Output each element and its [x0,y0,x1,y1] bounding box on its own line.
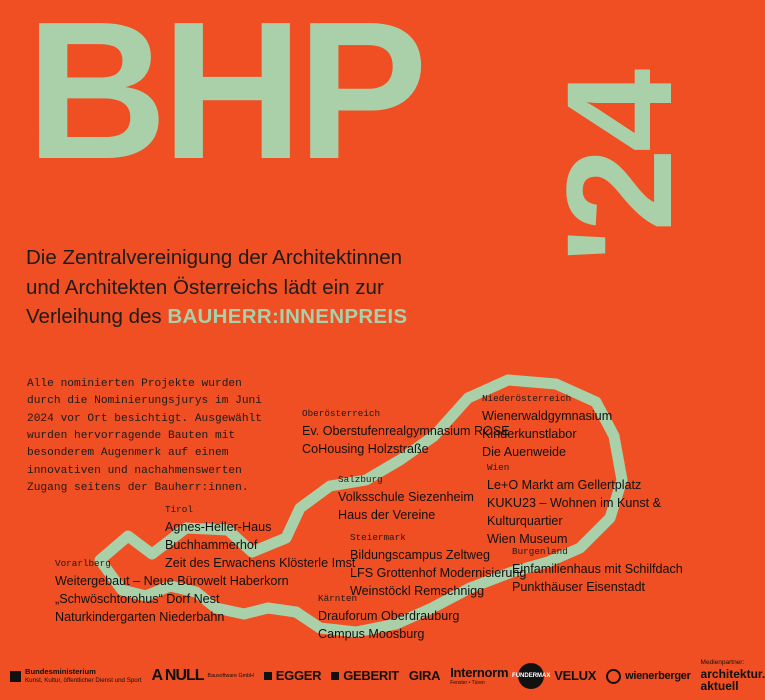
logo-fundermax [512,663,551,689]
project-item: Haus der Vereine [338,508,436,523]
media-partner-label: Medienpartner: [700,659,745,667]
project-item: Wien Museum [487,532,568,547]
project-item: „Schwöschtorohus“ Dorf Nest [55,592,220,607]
logo-velux [554,669,596,684]
subheading-line-2: und Architekten Österreichs lädt ein zur [26,275,384,299]
subheading-line-1: Die Zentralvereinigung der Architektinnen [26,246,403,269]
poster-subheading [26,243,586,332]
region-title: Vorarlberg [55,558,111,569]
flag-icon [10,671,21,682]
square-icon [264,672,272,680]
region-title: Tirol [165,504,193,515]
media-partner-name: architektur. [700,666,765,681]
region-title: Oberösterreich [302,408,381,419]
region-title: Wien [487,462,510,473]
project-item: Kinderkunstlabor [482,427,577,442]
region-niederoesterreich [482,393,612,461]
logo-egger [264,669,321,684]
fundermax-badge: FUNDERMAX [518,663,544,689]
geberit-name: GEBERIT [343,667,399,683]
project-item: LFS Grottenhof Modernisierung [350,566,527,581]
poster-title: BHP [26,0,422,200]
wienerberger-mark-icon [606,669,621,684]
project-item: KUKU23 – Wohnen im Kunst & Kulturquartier [487,496,662,529]
intro-text: Alle nominierten Projekte wurden durch die Nominierungsjurys im Juni 2024 vor Ort besichtigt. Ausgewählt wurden hervorragende Bauten mit besonderem Augenmerk auf einem innovativen und nachahmenswerten Zugang seitens der Bauherr:innen. [27,378,262,495]
bmkoes-name: Bundesministerium [25,667,96,677]
media-partner [701,659,765,693]
project-item: Wienerwaldgymnasium [482,409,613,424]
project-item: Weinstöckl Remschnigg [350,584,485,599]
project-item: Naturkindergarten Niederbahn [55,610,225,625]
region-oberoesterreich [302,408,510,458]
sponsor-footer [0,652,765,700]
square-icon [331,672,339,680]
poster-year-text: '24 [535,72,703,264]
project-item: Ev. Oberstufenrealgymnasium ROSE [302,424,510,439]
region-title: Kärnten [318,593,358,604]
velux-name: VELUX [554,667,597,683]
region-salzburg [338,474,474,524]
logo-wienerberger [606,669,690,684]
region-vorarlberg [55,558,289,626]
subheading-line-3: Verleihung des [26,305,162,329]
subheading-line-3-wrap [26,302,586,332]
region-title: Steiermark [350,532,406,543]
logo-internorm [450,666,508,687]
bmkoes-sub: Kunst, Kultur, öffentlicher Dienst und Sport [25,676,142,684]
internorm-name: Internorm [450,664,509,680]
region-burgenland [512,546,683,596]
logo-bmkoes [10,668,141,684]
project-item: Punkthäuser Eisenstadt [512,580,646,595]
project-item: Bildungscampus Zeltweg [350,548,491,563]
media-partner-name2: aktuell [700,679,739,694]
project-item: Zeit des Erwachens Klösterle Imst [165,556,356,571]
project-item: Le+O Markt am Gellertplatz [487,478,642,493]
project-item: Weitergebaut – Neue Bürowelt Haberkorn [55,574,289,589]
project-item: Volksschule Siezenheim [338,490,474,505]
project-item: Die Auenweide [482,445,567,460]
project-item: Buchhammerhof [165,538,258,553]
logo-geberit [331,669,399,684]
prize-name: BAUHERR:INNENPREIS [167,305,408,329]
anull-name: A NULL [151,666,204,684]
internorm-sub: Fenster • Türen [450,679,485,686]
region-steiermark [350,532,526,600]
gira-name: GIRA [408,667,441,683]
region-title: Niederösterreich [482,393,572,404]
egger-name: EGGER [275,667,322,683]
wienerberger-name: wienerberger [625,669,691,682]
logo-anull [151,667,253,685]
region-title: Burgenland [512,546,568,557]
region-kaernten [318,593,459,643]
project-item: Agnes-Heller-Haus [165,520,272,535]
logo-gira [409,669,440,684]
project-item: Einfamilienhaus mit Schilfdach [512,562,683,577]
project-item: Drauforum Oberdrauburg [318,609,460,624]
project-item: Campus Moosburg [318,627,425,642]
anull-sub: Bausoftware GmbH [207,672,254,679]
region-title: Salzburg [338,474,383,485]
project-item: CoHousing Holzstraße [302,442,429,457]
